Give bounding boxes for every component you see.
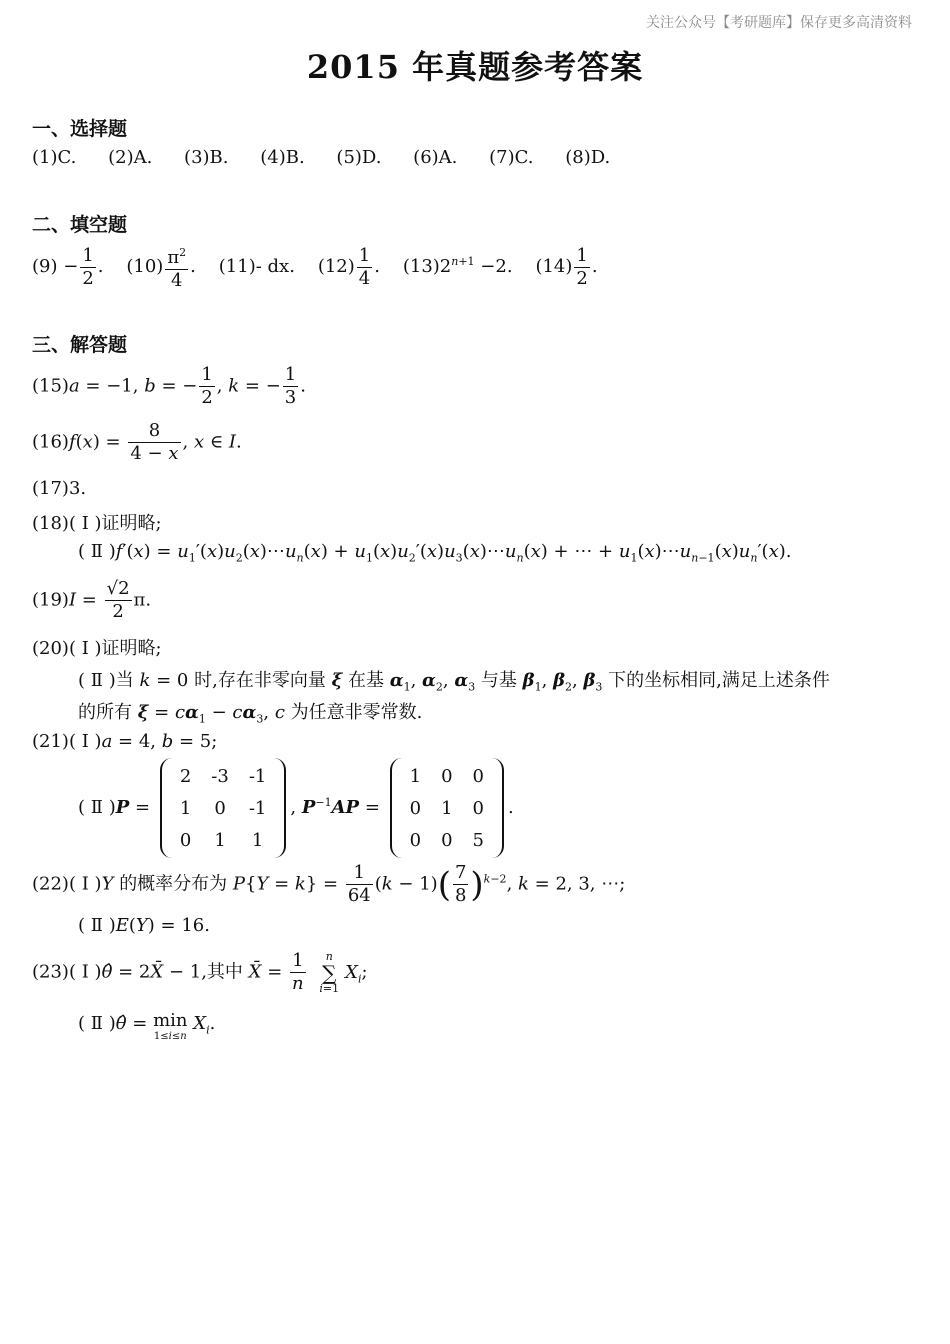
section-choice-heading: 一、选择题: [32, 118, 128, 140]
text: 的所有: [78, 702, 132, 723]
matrix-diag: 1 0 0 0 1 0 0 0 5: [390, 758, 504, 858]
fill-answers: (9) − $\frac{1}{2}$ . (10) $\frac{\pi^2}{4}$ . (11)- dx. (12) $\frac{1}{4}$ . $(13)2^{n+1} -2$. (14) $\frac{1}{2}$ .: [32, 242, 598, 292]
answer-23-part1: (23)( Ⅰ )θ̂ = 2X̄ − 1,其中 X̄ = $\frac{1}{n}$ n ∑ i=1 $X_i$;: [32, 949, 368, 995]
q13-label: (13): [402, 256, 440, 277]
q16-label: (16): [32, 431, 69, 453]
section-fill-heading: 二、填空题: [32, 214, 128, 236]
answer-22-part2: ( Ⅱ )E(Y) = 16.: [78, 915, 210, 936]
text: 与基: [480, 670, 517, 691]
answer-20-part2-cont: 的所有 $\xi = c\alpha_1 - c\alpha_3$, c 为任意非零常数.: [78, 702, 423, 726]
q15-label: (15): [32, 375, 69, 397]
text: 当: [115, 670, 134, 691]
fraction: $\frac{1}{4}$: [358, 244, 371, 289]
matrix-p: 2 -3 -1 1 0 -1 0 1 1: [160, 758, 287, 858]
min-operator: min 1≤i≤n: [153, 1010, 188, 1042]
choice-answer: (8)D.: [565, 147, 611, 168]
choice-answer: (6)A.: [413, 147, 458, 168]
page-title: 2015 年真题参考答案: [306, 48, 644, 86]
q22-label: (22): [32, 873, 69, 895]
text: 时,存在非零向量: [194, 670, 326, 691]
answer-22-part1: (22)( Ⅰ )Y 的概率分布为 P{Y = k} = $\frac{1}{64}$ (k − 1)( $\frac{7}{8}$ )$^{k-2}$, k = 2, 3, ⋯;: [32, 862, 626, 906]
answer-15: (15)a = −1, b = − $\frac{1}{2}$ , k = − $\frac{1}{3}$ .: [32, 364, 306, 408]
part-label: ( Ⅰ ): [68, 961, 102, 983]
fraction: $\frac{1}{2}$: [82, 244, 94, 289]
q11-label: (11): [218, 256, 256, 277]
watermark: 关注公众号【考研题库】保存更多高清资料: [646, 15, 912, 31]
answer-18-part2: ( Ⅱ )$f'(x) = u_1'(x)u_2(x)\cdots u_n(x)$ + $u_1(x)u_2'(x)u_3(x)\cdots u_n(x)$ + ⋯ + $u_1(x)\cdots u_{n-1}(x)u_n'(x)$.: [78, 541, 792, 565]
q21-label: (21): [32, 731, 69, 752]
part-label: ( Ⅱ ): [78, 541, 116, 562]
answer-18-part1: [32, 509, 162, 535]
text: 在基: [347, 670, 384, 691]
answer-21-part2: ( Ⅱ )P = 2 -3 -1 1 0 -1 0 1 1 , $P^{-1}AP$ = 1 0 0 0 1 0 0 0 5 .: [78, 758, 514, 858]
proof-text: ( Ⅰ )证明略;: [68, 638, 162, 659]
part-label: ( Ⅱ ): [78, 670, 116, 691]
text: 下的坐标相同,满足上述条件: [608, 670, 830, 691]
answer-20-part1: [32, 634, 162, 660]
part-label: ( Ⅱ ): [78, 915, 116, 936]
part-label: ( Ⅰ ): [68, 731, 102, 752]
choice-answer: (2)A.: [108, 147, 153, 168]
choice-answer: (7)C.: [489, 147, 534, 168]
answer-19: (19)I = $\frac{√2}{2}$ π.: [32, 578, 152, 622]
answer-20-part2: ( Ⅱ )当 k = 0 时,存在非零向量 ξ 在基 $\alpha_1$, $\alpha_2$, $\alpha_3$ 与基 $\beta_1$, $\beta_2$, $\beta_3$ 下的坐标相同,满足上述条件: [78, 670, 830, 694]
answer-23-part2: ( Ⅱ )θ̂ = min 1≤i≤n $X_i$.: [78, 1013, 215, 1045]
fraction: $\frac{1}{2}$: [576, 244, 588, 289]
q23-label: (23): [32, 961, 69, 983]
fraction: $\frac{\pi^2}{4}$: [165, 242, 188, 292]
choice-answer: (4)B.: [260, 147, 305, 168]
choice-answer: (5)D.: [336, 147, 382, 168]
text: 的概率分布为: [119, 873, 228, 895]
q12-label: (12): [317, 256, 355, 277]
choice-answer: (1)C.: [32, 147, 77, 168]
part-label: ( Ⅰ ): [68, 873, 102, 895]
answer-17: (17)3.: [32, 478, 87, 499]
q20-label: (20): [32, 638, 69, 659]
q10-label: (10): [126, 256, 164, 277]
q11-answer: - dx.: [255, 256, 295, 277]
answer-16: (16)f(x) = $\frac{8}{4 - x}$ , x ∈ I.: [32, 420, 242, 464]
proof-text: ( Ⅰ )证明略;: [68, 513, 162, 534]
sum-operator: n ∑ i=1: [319, 949, 340, 995]
text: 为任意非零常数.: [290, 702, 423, 723]
choice-answer: (3)B.: [184, 147, 229, 168]
section-solve-heading: 三、解答题: [32, 334, 128, 356]
q19-label: (19): [32, 589, 69, 611]
q18-label: (18): [32, 513, 69, 534]
part-label: ( Ⅱ ): [78, 797, 116, 818]
q14-label: (14): [535, 256, 573, 277]
choice-answers: [32, 147, 636, 168]
text: ,其中: [201, 961, 243, 983]
q9-label: (9): [32, 256, 58, 277]
answer-21-part1: (21)( Ⅰ )a = 4, b = 5;: [32, 731, 218, 752]
part-label: ( Ⅱ ): [78, 1013, 116, 1034]
